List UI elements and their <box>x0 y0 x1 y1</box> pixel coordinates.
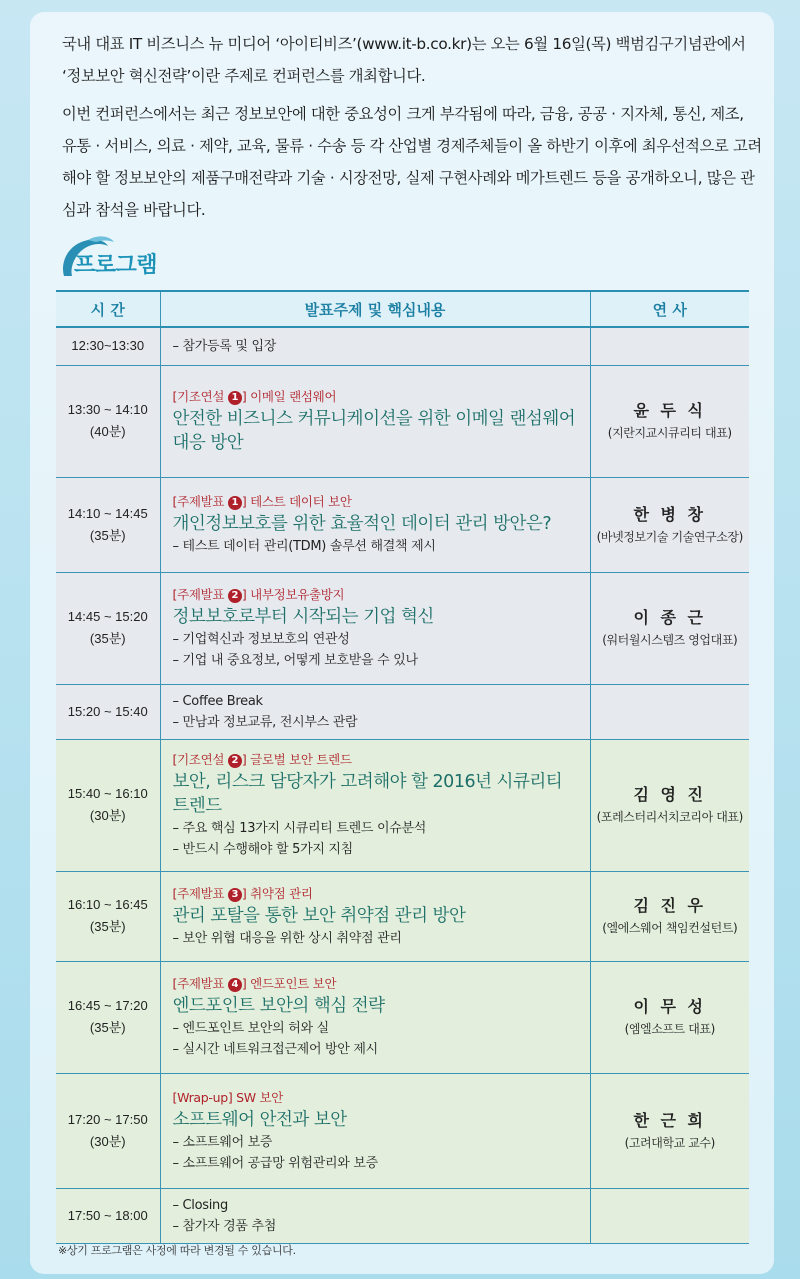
intro-text <box>62 28 762 232</box>
time-cell <box>56 1073 160 1188</box>
session-item: – 반드시 수행해야 할 5가지 지침 <box>172 842 353 857</box>
session-tag <box>173 750 578 770</box>
program-heading <box>58 232 258 284</box>
session-item: – 기업 내 중요정보, 어떻게 보호받을 수 있나 <box>172 653 418 668</box>
table-row <box>56 327 749 365</box>
session-tag-label: [주제발표 <box>172 885 225 901</box>
session-item: – 보안 위협 대응을 위한 상시 취약점 관리 <box>172 930 402 946</box>
time-cell <box>56 1188 160 1243</box>
speaker-cell <box>590 871 749 961</box>
session-tag <box>173 974 578 994</box>
session-time: 15:40 ~ 16:10 <box>67 786 148 801</box>
session-item: – 테스트 데이터 관리(TDM) 솔루션 해결책 제시 <box>172 539 436 554</box>
session-title: 관리 포탈을 통한 보안 취약점 관리 방안 <box>172 905 466 926</box>
session-tag <box>173 585 578 605</box>
speaker-cell <box>590 477 749 572</box>
session-time: 12:30~13:30 <box>71 338 145 354</box>
session-item: – 기업혁신과 정보보호의 연관성 <box>172 632 350 647</box>
session-item: – 만남과 정보교류, 전시부스 관람 <box>172 714 358 730</box>
speaker-cell <box>590 961 749 1073</box>
topic-cell <box>160 871 590 961</box>
session-number-badge: 4 <box>228 978 242 992</box>
session-duration: (35분) <box>89 527 126 543</box>
program-table <box>56 290 749 1244</box>
speaker-cell <box>590 365 749 477</box>
session-time: 15:20 ~ 15:40 <box>67 703 148 719</box>
session-tag-label: [Wrap-up] SW 보안 <box>172 1089 284 1105</box>
session-item: – Closing <box>172 1197 228 1213</box>
session-number-badge: 1 <box>228 391 242 405</box>
footnote: ※상기 프로그램은 사정에 따라 변경될 수 있습니다. <box>58 1244 296 1257</box>
speaker-org: (워터월시스템즈 영업대표) <box>602 633 738 647</box>
topic-cell <box>160 477 590 572</box>
topic-cell <box>160 1073 590 1188</box>
session-tag <box>173 1088 578 1108</box>
speaker-org: (바넷정보기술 기술연구소장) <box>596 529 743 544</box>
session-title: 정보보호로부터 시작되는 기업 혁신 <box>172 607 434 627</box>
speaker-cell <box>590 327 749 365</box>
session-title: 개인정보보호를 위한 효율적인 데이터 관리 방안은? <box>172 514 552 534</box>
topic-cell <box>160 739 590 871</box>
speaker-org: (포레스터리서치코리아 대표) <box>596 810 743 824</box>
time-cell <box>56 739 160 871</box>
session-tag-label: [기조연설 <box>172 389 225 404</box>
speaker-name: 김 영 진 <box>633 785 706 804</box>
speaker-org: (고려대학교 교수) <box>624 1135 715 1150</box>
session-duration: (35분) <box>89 919 126 934</box>
session-tag-label: [주제발표 <box>172 587 225 602</box>
session-number-badge: 3 <box>228 888 242 902</box>
speaker-cell <box>590 1188 749 1243</box>
topic-cell <box>160 327 590 365</box>
session-duration: (40분) <box>89 424 126 439</box>
speaker-cell <box>590 572 749 684</box>
session-item: – 참가자 경품 추첨 <box>172 1218 277 1234</box>
table-row <box>56 1073 749 1188</box>
table-header-row <box>56 291 749 327</box>
topic-cell <box>160 961 590 1073</box>
header-speaker: 연 사 <box>590 291 749 327</box>
time-cell <box>56 871 160 961</box>
session-title: 보안, 리스크 담당자가 고려해야 할 2016년 시큐리티 트렌드 <box>172 772 563 816</box>
topic-cell <box>160 1188 590 1243</box>
speaker-name: 김 진 우 <box>633 896 706 915</box>
session-duration: (35분) <box>89 631 126 646</box>
time-cell <box>56 684 160 739</box>
session-tag-text: ] 글로벌 보안 트렌드 <box>241 752 352 767</box>
session-tag <box>173 884 578 904</box>
table-row <box>56 477 749 572</box>
session-time: 16:10 ~ 16:45 <box>67 897 148 912</box>
speaker-org: (엘에스웨어 책임컨설턴트) <box>602 921 738 935</box>
session-item: – 실시간 네트워크접근제어 방안 제시 <box>172 1042 378 1057</box>
program-title: 프로그램 <box>74 253 158 278</box>
table-row <box>56 871 749 961</box>
speaker-cell <box>590 1073 749 1188</box>
session-time: 13:30 ~ 14:10 <box>67 402 148 417</box>
session-time: 16:45 ~ 17:20 <box>67 998 148 1013</box>
topic-cell <box>160 684 590 739</box>
session-duration: (30분) <box>89 808 126 823</box>
session-duration: (30분) <box>89 1133 126 1149</box>
table-row <box>56 684 749 739</box>
table-row <box>56 572 749 684</box>
topic-cell <box>160 365 590 477</box>
header-topic: 발표주제 및 핵심내용 <box>160 291 590 327</box>
session-tag <box>173 387 578 407</box>
session-time: 17:50 ~ 18:00 <box>67 1207 148 1223</box>
session-item: – 소프트웨어 공급망 위험관리와 보증 <box>172 1155 378 1171</box>
session-tag-label: [주제발표 <box>172 494 225 509</box>
speaker-name: 이 종 근 <box>633 608 706 627</box>
time-cell <box>56 961 160 1073</box>
session-title: 엔드포인트 보안의 핵심 전략 <box>172 996 385 1016</box>
session-time: 17:20 ~ 17:50 <box>67 1111 148 1127</box>
session-title: 소프트웨어 안전과 보안 <box>172 1109 347 1130</box>
session-item: – 참가등록 및 입장 <box>172 338 277 354</box>
session-tag-label: [기조연설 <box>172 752 225 767</box>
time-cell <box>56 365 160 477</box>
time-cell <box>56 572 160 684</box>
session-item: – 주요 핵심 13가지 시큐리티 트렌드 이슈분석 <box>172 821 427 836</box>
session-time: 14:10 ~ 14:45 <box>67 505 148 521</box>
session-number-badge: 1 <box>228 496 242 510</box>
speaker-name: 윤 두 식 <box>633 401 706 420</box>
session-time: 14:45 ~ 15:20 <box>67 609 148 624</box>
intro-paragraph-2: 이번 컨퍼런스에서는 최근 정보보안에 대한 중요성이 크게 부각됨에 따라, 금융, 공공 · 지자체, 통신, 제조, 유통 · 서비스, 의료 · 제약, 교육, 물류 · 수송 등 각 산업별 경제주체들이 올 하반기 이후에 최우선적으로 고려해야 할 정보보안의 제품구매전략과 기술 · 시장전망, 실제 구현사례와 메가트렌드 등을 공개하오니, 많은 관심과 참석을 바랍니다. <box>62 105 762 219</box>
header-time: 시 간 <box>56 291 160 327</box>
session-item: – 소프트웨어 보증 <box>172 1134 273 1150</box>
time-cell <box>56 327 160 365</box>
session-number-badge: 2 <box>228 754 242 768</box>
session-title: 안전한 비즈니스 커뮤니케이션을 위한 이메일 랜섬웨어 대응 방안 <box>172 409 576 453</box>
speaker-name: 이 무 성 <box>633 997 706 1016</box>
speaker-cell <box>590 684 749 739</box>
session-item: – 엔드포인트 보안의 허와 실 <box>172 1021 329 1036</box>
topic-cell <box>160 572 590 684</box>
speaker-cell <box>590 739 749 871</box>
session-tag-text: ] 취약점 관리 <box>241 885 313 901</box>
time-cell <box>56 477 160 572</box>
speaker-name: 한 근 희 <box>633 1110 706 1130</box>
table-row <box>56 961 749 1073</box>
session-tag-text: ] 엔드포인트 보안 <box>241 976 337 991</box>
table-row <box>56 739 749 871</box>
session-tag-label: [주제발표 <box>172 976 225 991</box>
speaker-org: (엠엘소프트 대표) <box>624 1022 715 1036</box>
session-tag-text: ] 이메일 랜섬웨어 <box>241 389 337 404</box>
session-tag-text: ] 내부정보유출방지 <box>241 587 345 602</box>
table-row <box>56 1188 749 1243</box>
table-row <box>56 365 749 477</box>
speaker-name: 한 병 창 <box>633 504 706 524</box>
session-tag-text: ] 테스트 데이터 보안 <box>241 494 352 509</box>
session-number-badge: 2 <box>228 589 242 603</box>
session-duration: (35분) <box>89 1020 126 1035</box>
speaker-org: (지란지교시큐리티 대표) <box>607 426 732 440</box>
session-tag <box>173 492 578 512</box>
intro-paragraph-1: 국내 대표 IT 비즈니스 뉴 미디어 ‘아이티비즈’(www.it-b.co.kr)는 오는 6월 16일(목) 백범김구기념관에서 ‘정보보안 혁신전략’이란 주제로 컨퍼런스를 개최합니다. <box>62 35 746 85</box>
session-item: – Coffee Break <box>172 693 263 709</box>
